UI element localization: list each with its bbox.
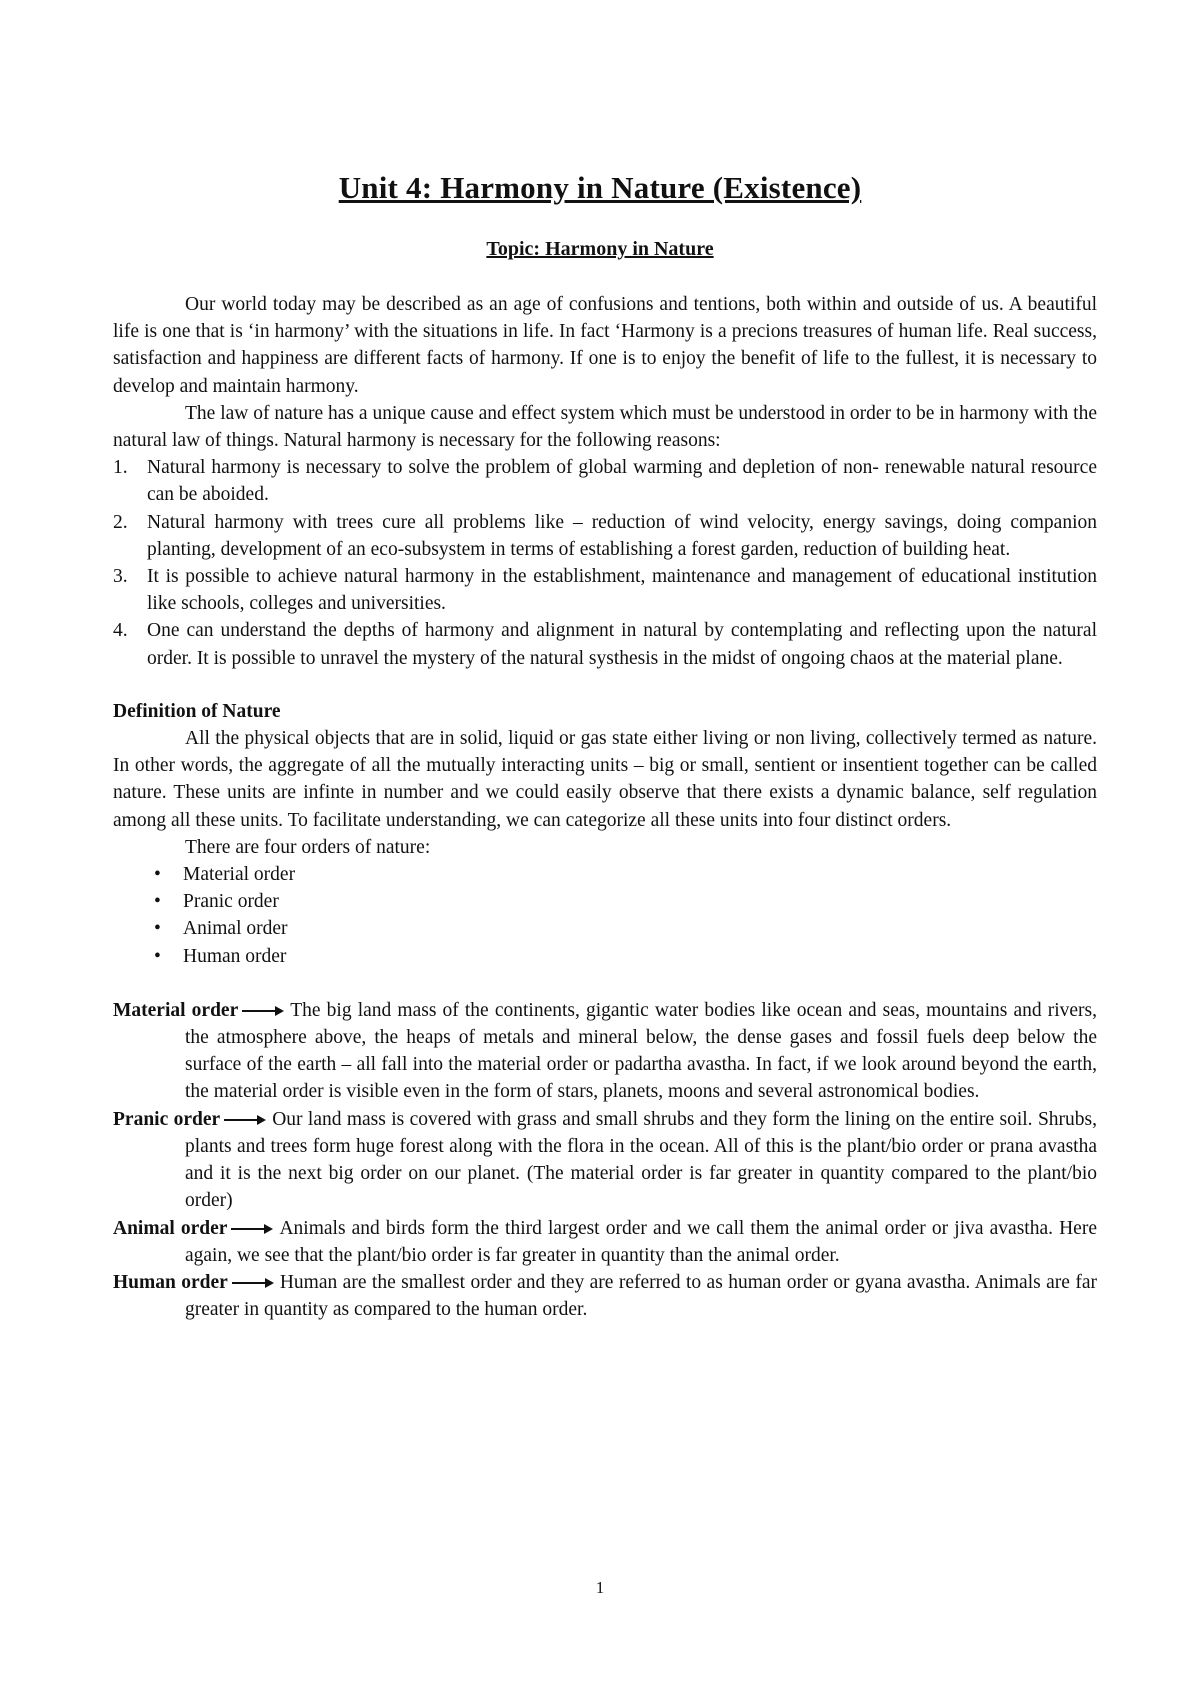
definition-paragraph: All the physical objects that are in solid, liquid or gas state either living or non living, collectively termed as nature. In other words, the aggregate of all the mutually interacting units – big or small, sentient or insentient together can be called nature. These units are infinte in number and we could easily observe that there exists a dynamic balance, self regulation among all these units. To facilitate understanding, we can categorize all these units into four distinct orders.: [113, 728, 1097, 831]
reason-text: Natural harmony with trees cure all problems like – reduction of wind velocity, energy savings, doing companion planting, development of an eco-subsystem in terms of establishing a forest garden, reduction of building heat.: [147, 511, 1097, 560]
reasons-list: [113, 454, 1097, 672]
reason-number: 3.: [113, 566, 128, 588]
order-definition: [113, 1215, 1097, 1269]
definition-heading: Definition of Nature: [113, 700, 281, 722]
order-definition: [113, 997, 1097, 1106]
bullet-text: Animal order: [183, 918, 288, 940]
reason-number: 4.: [113, 620, 128, 642]
bullet-text: Human order: [183, 945, 287, 967]
arrow-right-icon: [224, 1115, 266, 1125]
reason-text: One can understand the depths of harmony and alignment in natural by contemplating and reflecting upon the natural order. It is possible to unravel the mystery of the natural systhesis in the midst of ongoing chaos at the material plane.: [147, 620, 1097, 669]
reason-text: It is possible to achieve natural harmony in the establishment, maintenance and management of educational institution like schools, colleges and universities.: [147, 566, 1097, 615]
bullet-icon: •: [154, 918, 161, 940]
topic-heading: Topic: Harmony in Nature: [486, 238, 714, 260]
reason-text: Natural harmony is necessary to solve the problem of global warming and depletion of non- renewable natural resource can be aboided.: [147, 457, 1097, 506]
page-number: 1: [595, 1578, 605, 1597]
reason-item: [113, 509, 1097, 563]
bullet-text: Pranic order: [183, 891, 279, 913]
arrow-right-icon: [242, 1006, 284, 1016]
bullet-item: [113, 943, 1097, 970]
order-definition: [113, 1106, 1097, 1215]
order-text: Animals and birds form the third largest order and we call them the animal order or jiva avastha. Here again, we see that the plant/bio order is far greater in quantity than the animal order.: [185, 1217, 1097, 1266]
arrow-right-icon: [232, 1278, 274, 1288]
bullet-item: [113, 915, 1097, 942]
order-text: Our land mass is covered with grass and small shrubs and they form the lining on the entire soil. Shrubs, plants and trees form huge forest along with the flora in the ocean. All of this is the plant/bio order or prana avastha and it is the next big order on our planet. (The material order is far greater in quantity compared to the plant/bio order): [185, 1108, 1098, 1212]
order-definitions: [113, 997, 1097, 1323]
order-text: Human are the smallest order and they are referred to as human order or gyana avastha. Animals are far greater in quantity as compared to the human order.: [185, 1271, 1097, 1321]
reason-item: [113, 563, 1097, 617]
order-term: Human order: [113, 1271, 228, 1293]
reason-number: 1.: [113, 457, 128, 479]
document-title: Unit 4: Harmony in Nature (Existence): [338, 170, 862, 205]
bullet-icon: •: [154, 891, 161, 913]
bullet-item: [113, 861, 1097, 888]
reason-item: [113, 617, 1097, 671]
orders-intro: There are four orders of nature:: [185, 836, 431, 858]
order-text: The big land mass of the continents, gigantic water bodies like ocean and seas, mountains and rivers, the atmosphere above, the heaps of metals and mineral below, the dense gases and fossil fuels deep below the surface of the earth – all fall into the material order or padartha avastha. In fact, if we look around beyond the earth, the material order is visible even in the form of stars, planets, moons and several astronomical bodies.: [185, 999, 1098, 1103]
bullet-icon: •: [154, 864, 161, 886]
reason-number: 2.: [113, 511, 128, 533]
order-term: Material order: [113, 999, 239, 1021]
bullet-text: Material order: [183, 864, 296, 886]
arrow-right-icon: [231, 1224, 273, 1234]
intro-paragraph: Our world today may be described as an age of confusions and tentions, both within and outside of us. A beautiful life is one that is ‘in harmony’ with the situations in life. In fact ‘Harmony is a precions treasures of human life. Real success, satisfaction and happiness are different facts of harmony. If one is to enjoy the benefit of life to the fullest, it is necessary to develop and maintain harmony.: [113, 294, 1097, 397]
orders-bullet-list: [113, 861, 1097, 970]
bullet-item: [113, 888, 1097, 915]
reason-item: [113, 454, 1097, 508]
bullet-icon: •: [154, 945, 161, 967]
intro-paragraph: The law of nature has a unique cause and effect system which must be understood in order to be in harmony with the natural law of things. Natural harmony is necessary for the following reasons:: [113, 402, 1097, 452]
order-term: Pranic order: [113, 1108, 221, 1130]
order-term: Animal order: [113, 1217, 228, 1239]
document-body: [113, 291, 1097, 1323]
order-definition: [113, 1269, 1097, 1323]
